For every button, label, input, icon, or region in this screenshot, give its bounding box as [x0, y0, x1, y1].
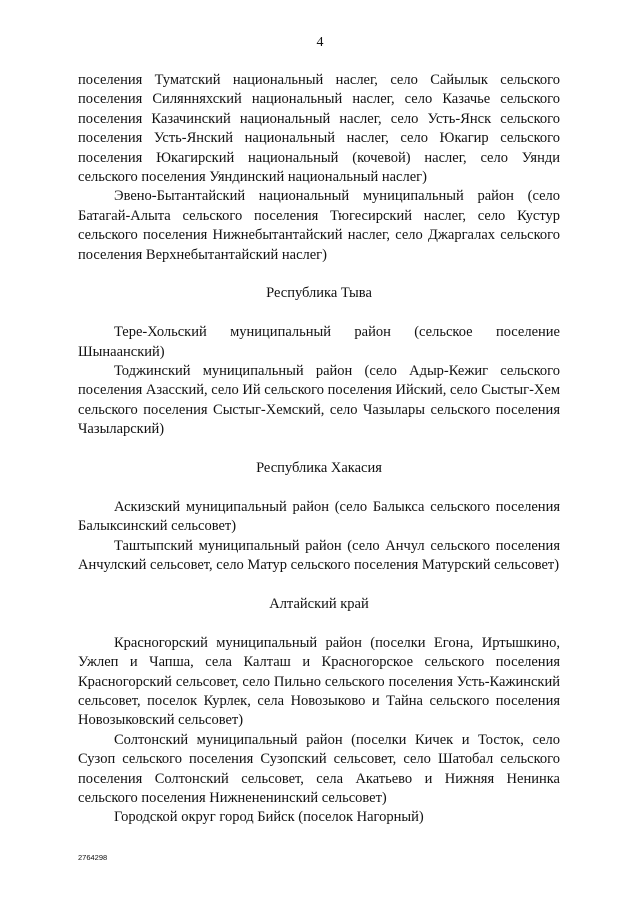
spacer — [78, 440, 560, 459]
spacer — [78, 576, 560, 595]
paragraph-krasnogorsky: Красногорский муниципальный район (поселки Егона, Иртышкино, Ужлеп и Чапша, села Калташ и Красногорское сельского поселения Красногорский сельсовет, село Пильно сельского поселения Усть-Кажинский сельсовет, поселок Курлек, села Новозыково и Тайна сельского поселения Новозыковский сельсовет) — [78, 634, 560, 729]
page-number: 4 — [316, 35, 324, 50]
spacer — [78, 304, 560, 323]
paragraph-todzhinsky: Тоджинский муниципальный район (село Адыр-Кежиг сельского поселения Азасский, село Ий сельского поселения Ийский, село Сыстыг-Хем сельского поселения Сыстыг-Хемский, село Чазылары сельского поселения Чазыларский) — [78, 363, 560, 438]
paragraph-tere-holsky: Тере-Хольский муниципальный район (сельское поселение Шынаанский) — [78, 324, 560, 360]
paragraph-eveno-bytantaysky: Эвено-Бытантайский национальный муниципальный район (село Батагай-Алыта сельского поселения Тюгесирский наслег, село Кустур сельского поселения Нижнебытантайский наслег, село Джаргалах сельского поселения Верхнебытантайский наслег) — [78, 188, 560, 263]
document-body — [78, 71, 560, 828]
document-code: 2764298 — [78, 853, 108, 862]
spacer — [78, 265, 560, 284]
paragraph-tashtypsky: Таштыпский муниципальный район (село Анчул сельского поселения Анчулский сельсовет, село Матур сельского поселения Матурский сельсовет) — [78, 537, 560, 574]
heading-altai: Алтайский край — [269, 595, 369, 612]
spacer — [78, 478, 560, 497]
heading-khakasia: Республика Хакасия — [256, 460, 382, 477]
paragraph-askizsky: Аскизский муниципальный район (село Балыкса сельского поселения Балыксинский сельсовет) — [78, 498, 560, 535]
heading-tyva: Республика Тыва — [266, 285, 372, 302]
paragraph-biysk: Городской округ город Бийск (поселок Нагорный) — [114, 809, 424, 826]
paragraph-soltonsky: Солтонский муниципальный район (поселки Кичек и Тосток, село Сузоп сельского поселения Сузопский сельсовет, село Шатобал сельского поселения Солтонский сельсовет, села Акатьево и Нижняя Ненинка сельского поселения Нижнененинский сельсовет) — [78, 731, 560, 806]
paragraph-continuation: поселения Туматский национальный наслег, село Сайылык сельского поселения Силянняхский национальный наслег, село Казачье сельского поселения Казачинский национальный наслег, село Усть-Янск сельского поселения Усть-Янский национальный наслег, село Юкагир сельского поселения Юкагирский национальный (кочевой) наслег, село Уянди сельского поселения Уяндинский национальный наслег) — [78, 72, 560, 186]
spacer — [78, 614, 560, 633]
